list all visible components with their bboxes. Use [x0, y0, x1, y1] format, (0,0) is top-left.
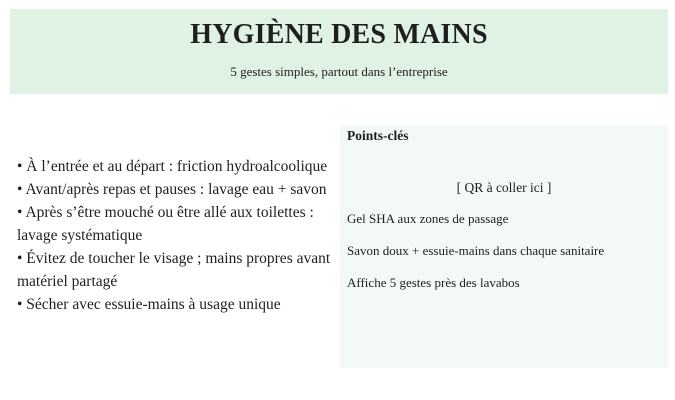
list-item: • À l’entrée et au départ : friction hydroalcoolique [17, 158, 328, 175]
list-item: • Avant/après repas et pauses : lavage eau + savon [17, 181, 327, 198]
page-subtitle: 5 gestes simples, partout dans l’entreprise [230, 64, 448, 79]
list-item: • Après s’être mouché ou être allé aux toilettes : lavage systématique [17, 204, 314, 244]
list-item: • Évitez de toucher le visage ; mains propres avant matériel partagé [17, 250, 331, 290]
key-points-panel [340, 125, 668, 368]
key-point: Savon doux + essuie-mains dans chaque sanitaire [347, 243, 605, 258]
panel-title: Points-clés [347, 128, 409, 143]
header-banner [10, 9, 668, 94]
key-point: Affiche 5 gestes près des lavabos [347, 275, 520, 290]
qr-placeholder: [ QR à coller ici ] [456, 180, 552, 195]
key-point: Gel SHA aux zones de passage [347, 211, 509, 226]
hygiene-steps-list [17, 155, 332, 316]
page-title: HYGIÈNE DES MAINS [190, 19, 488, 50]
list-item: • Sécher avec essuie-mains à usage unique [17, 296, 281, 313]
